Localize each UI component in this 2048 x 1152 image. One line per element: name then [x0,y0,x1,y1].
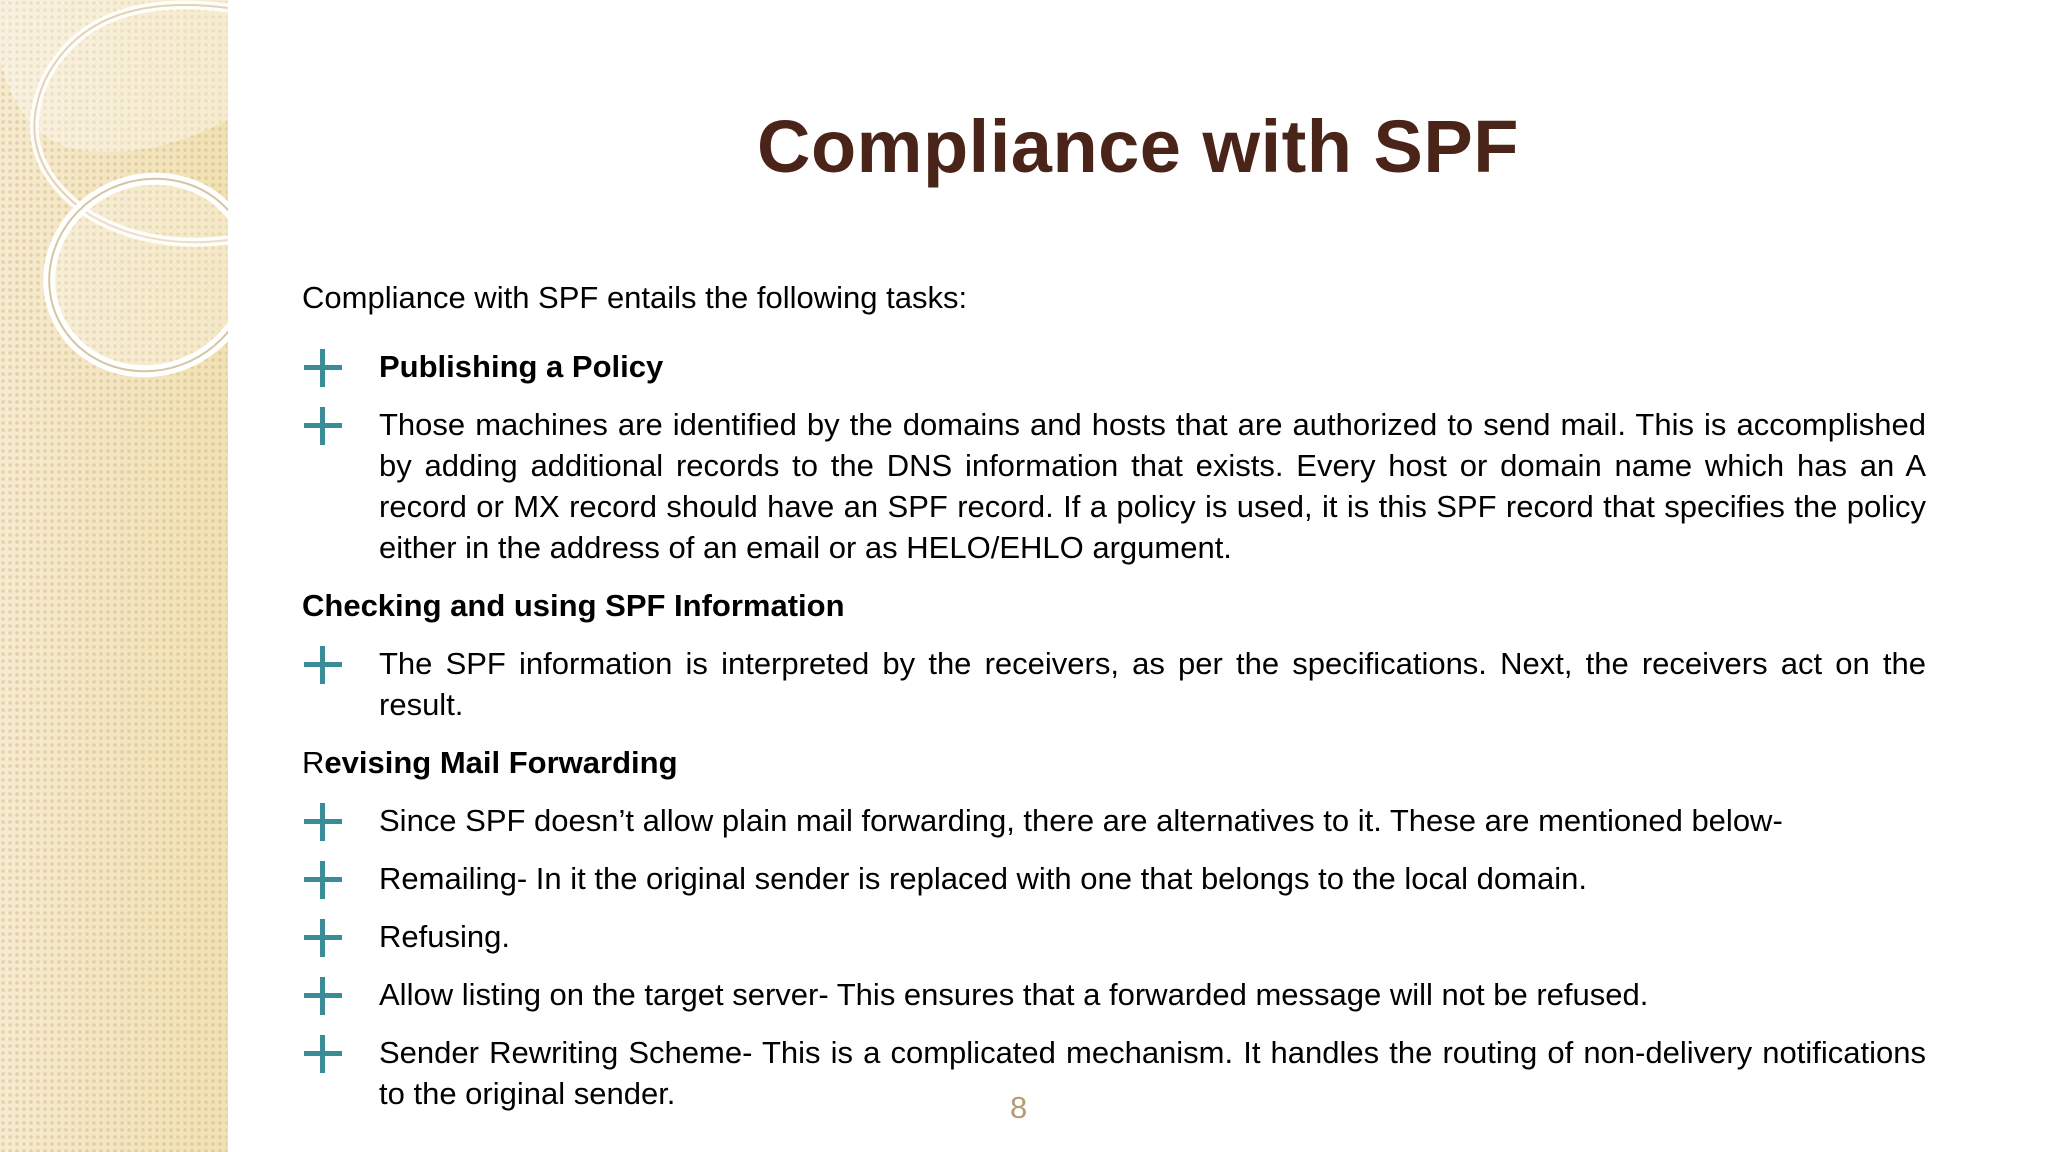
slide-body [302,277,1926,1131]
list-item [302,404,1926,568]
section-heading-text: Checking and using SPF Information [302,588,845,623]
plus-bullet-icon [304,977,342,1015]
plus-bullet-icon [304,919,342,957]
plus-bullet-icon [304,861,342,899]
plus-bullet-icon [304,1035,342,1073]
section-heading-initial: R [302,745,325,780]
decorative-sidebar [0,0,228,1152]
section-heading [302,585,1926,626]
plus-bullet-icon [304,646,342,684]
plus-bullet-icon [304,803,342,841]
page-number: 8 [1010,1090,1028,1125]
decorative-rings-icon [0,0,228,420]
list-item [302,1032,1926,1114]
list-item-text: Those machines are identified by the domains and hosts that are authorized to send mail. This is accomplished by adding additional records to the DNS information that exists. Every host or domain name which has an A record or MX record should have an SPF record. If a policy is used, it is this SPF record that specifies the policy either in the address of an email or as HELO/EHLO argument. [379,407,1926,565]
list-item [302,974,1926,1015]
section-heading [302,742,1926,783]
intro-text: Compliance with SPF entails the following tasks: [302,280,968,315]
list-item-text: Refusing. [379,919,510,954]
list-item [302,346,1926,387]
list-item-text: Publishing a Policy [379,349,664,384]
list-item [302,800,1926,841]
list-item-text: Remailing- In it the original sender is replaced with one that belongs to the local domain. [379,861,1587,896]
section-heading-text: evising Mail Forwarding [324,745,678,780]
list-item [302,916,1926,957]
slide-title: Compliance with SPF [757,105,1519,188]
list-item-text: Since SPF doesn’t allow plain mail forwarding, there are alternatives to it. These are mentioned below- [379,803,1783,838]
plus-bullet-icon [304,407,342,445]
plus-bullet-icon [304,349,342,387]
list-item-text: Sender Rewriting Scheme- This is a complicated mechanism. It handles the routing of non-delivery notifications to the original sender. [379,1035,1926,1111]
list-item-text: The SPF information is interpreted by the receivers, as per the specifications. Next, the receivers act on the result. [379,646,1926,722]
list-item [302,643,1926,725]
list-item-text: Allow listing on the target server- This ensures that a forwarded message will not be refused. [379,977,1649,1012]
list-item [302,858,1926,899]
